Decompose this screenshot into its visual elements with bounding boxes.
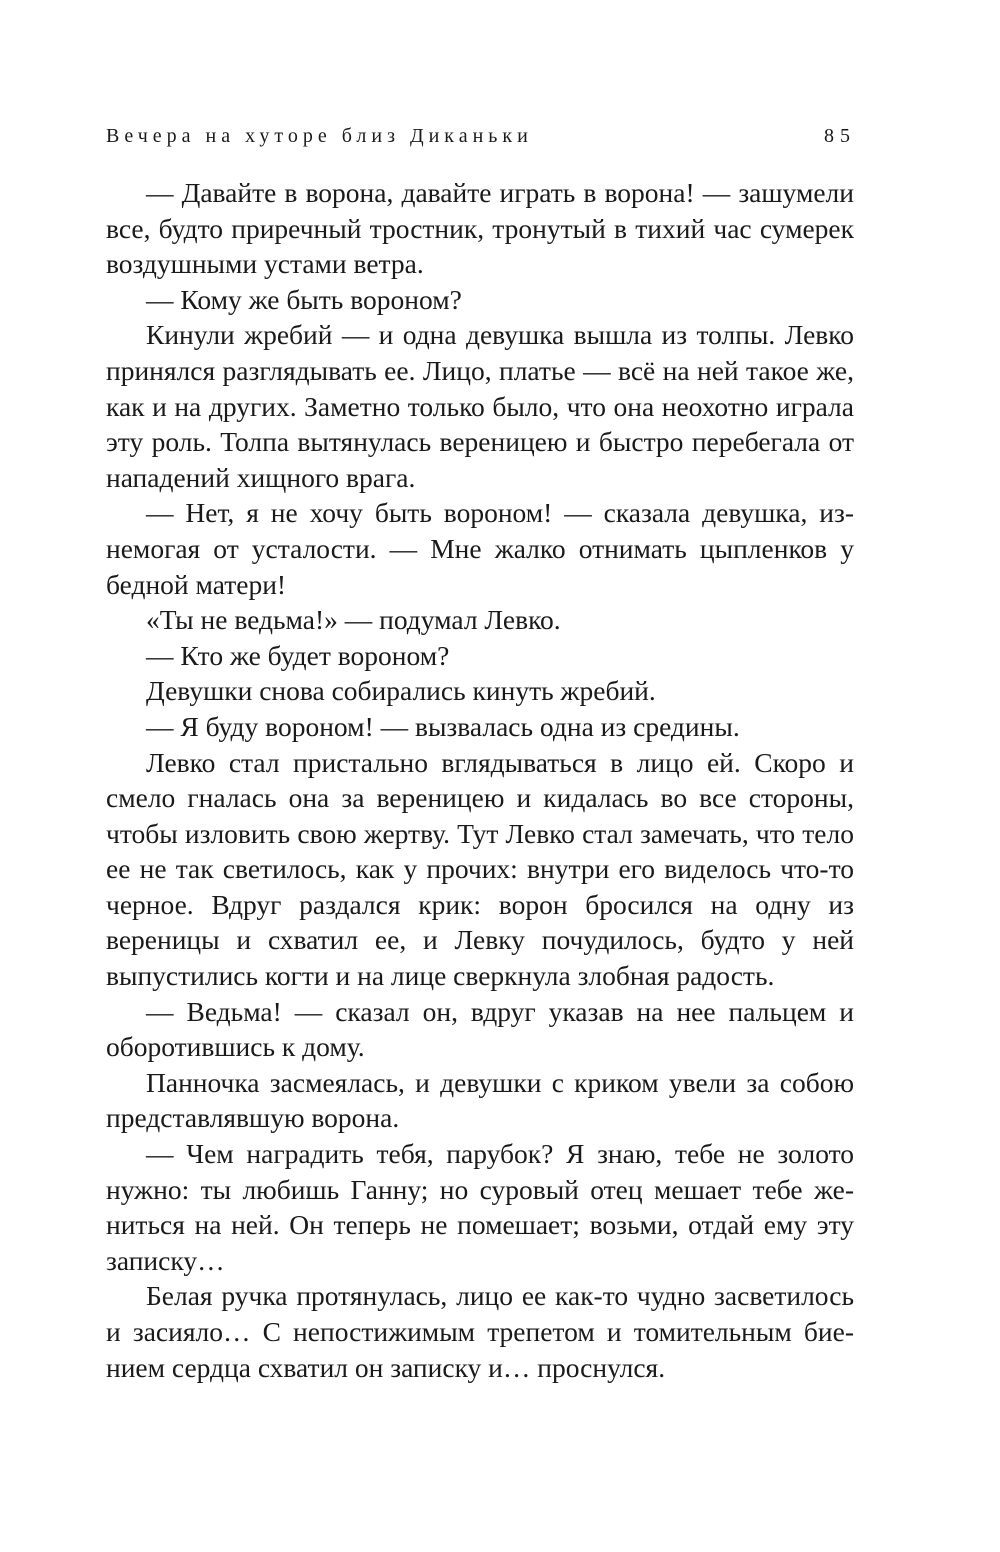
paragraph: — Я буду вороном! — вызвалась одна из средины. <box>146 710 740 742</box>
paragraph: Левко стал пристально вглядываться в лицо ей. Скоро и смело гналась она за вереницею и кидалась во все стороны, чтобы изловить свою жертву. Тут Левко стал замечать, что тело ее не так светилось, как у прочих: внутри его виделось что-то черное. Вдруг раздался крик: ворон бросился на одну из вереницы и схватил ее, и Левку почудилось, будто у ней выпустились когти и на лице сверкнула злобная радость. <box>106 746 854 992</box>
paragraph: — Ведьма! — сказал он, вдруг указав на нее пальцем и оборотившись к дому. <box>106 995 854 1063</box>
running-head <box>106 120 856 152</box>
paragraph: — Кто же будет вороном? <box>146 639 450 671</box>
paragraph: Панночка засмеялась, и девушки с криком увели за собою представлявшую ворона. <box>106 1066 854 1134</box>
paragraph: «Ты не ведьма!» — подумал Левко. <box>146 604 561 636</box>
body-text <box>106 175 854 1385</box>
paragraph: Белая ручка протянулась, лицо ее как-то чудно засветилось и засияло… С непостижимым трепетом и томительным биением сердца схватил он записку и… проснулся. <box>106 1280 854 1383</box>
page-number: 85 <box>824 125 856 147</box>
paragraph: — Нет, я не хочу быть вороном! — сказала девушка, изнемогая от усталости. — Мне жалко отнимать цыпленков у бедной матери! <box>106 497 854 600</box>
paragraph: Кинули жребий — и одна девушка вышла из толпы. Левко принялся разглядывать ее. Лицо, платье — всё на ней такое же, как и на других. Заметно только было, что она неохотно играла эту роль. Толпа вытянулась вереницею и быстро перебегала от нападений хищного врага. <box>106 319 854 493</box>
paragraph: — Чем наградить тебя, парубок? Я знаю, тебе не золото нужно: ты любишь Ганну; но суровый отец мешает тебе жениться на ней. Он теперь не помешает; возьми, отдай ему эту записку… <box>106 1138 854 1276</box>
paragraph: — Кому же быть вороном? <box>146 283 462 315</box>
paragraph: — Давайте в ворона, давайте играть в ворона! — зашумели все, будто приречный тростник, тронутый в тихий час сумерек воздушными устами ветра. <box>106 177 854 280</box>
paragraph: Девушки снова собирались кинуть жребий. <box>146 675 656 707</box>
running-title: Вечера на хуторе близ Диканьки <box>106 125 533 147</box>
